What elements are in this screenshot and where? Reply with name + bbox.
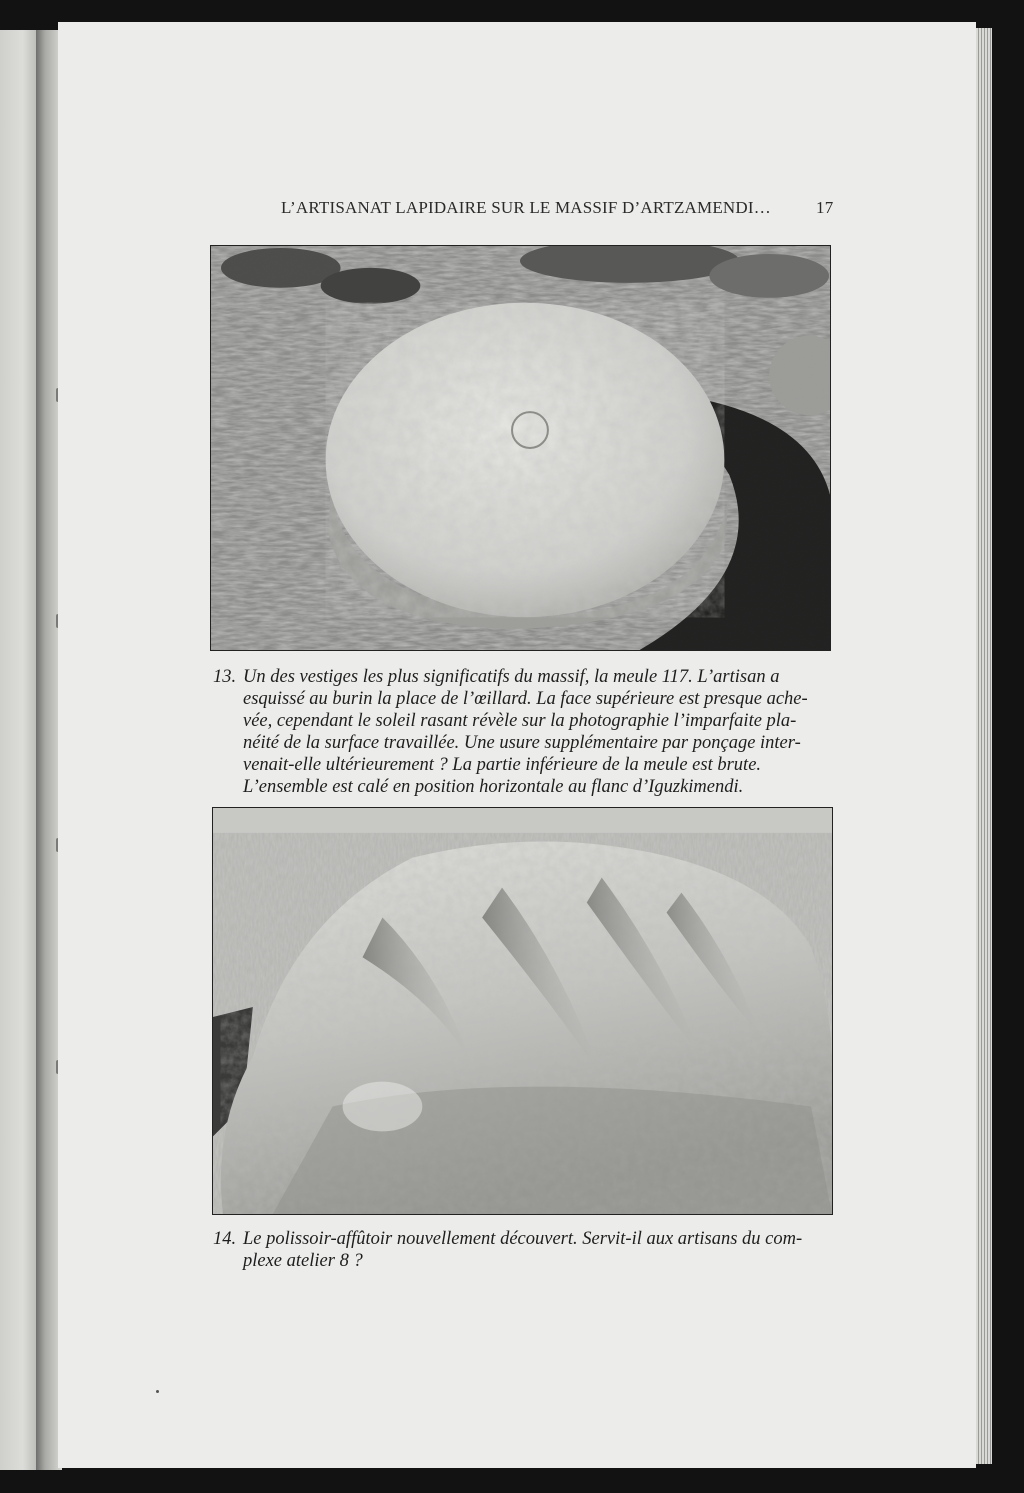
caption-line: venait-elle ultérieurement ? La partie inférieure de la meule est brute. xyxy=(243,755,762,775)
caption-line: esquissé au burin la place de l’œillard. La face supérieure est presque ache- xyxy=(243,689,808,709)
caption-line: vée, cependant le soleil rasant révèle sur la photographie l’imparfaite pla- xyxy=(243,711,797,731)
running-head xyxy=(58,198,976,222)
caption-line: L’ensemble est calé en position horizontale au flanc d’Iguzkimendi. xyxy=(243,777,744,797)
caption-line: plexe atelier 8 ? xyxy=(243,1251,363,1271)
figure-number: 13. xyxy=(213,667,237,687)
book-page xyxy=(58,22,976,1468)
photo-millstone xyxy=(210,245,831,651)
paper-speck xyxy=(156,1390,159,1393)
figure-caption-14 xyxy=(213,1228,831,1272)
caption-line: Un des vestiges les plus significatifs du massif, la meule 117. L’artisan a xyxy=(243,667,780,687)
caption-line: néité de la surface travaillée. Une usure supplémentaire par ponçage inter- xyxy=(243,733,801,753)
figure-number: 14. xyxy=(213,1229,237,1249)
figure-caption-13 xyxy=(213,666,831,798)
photo-polissoir xyxy=(212,807,833,1215)
page-number: 17 xyxy=(816,198,834,217)
caption-line: Le polissoir-affûtoir nouvellement découvert. Servit-il aux artisans du com- xyxy=(243,1229,803,1249)
running-title: L’ARTISANAT LAPIDAIRE SUR LE MASSIF D’ARTZAMENDI… xyxy=(281,198,771,217)
facing-page-edge xyxy=(0,30,38,1470)
page-edge-stack xyxy=(976,28,992,1464)
